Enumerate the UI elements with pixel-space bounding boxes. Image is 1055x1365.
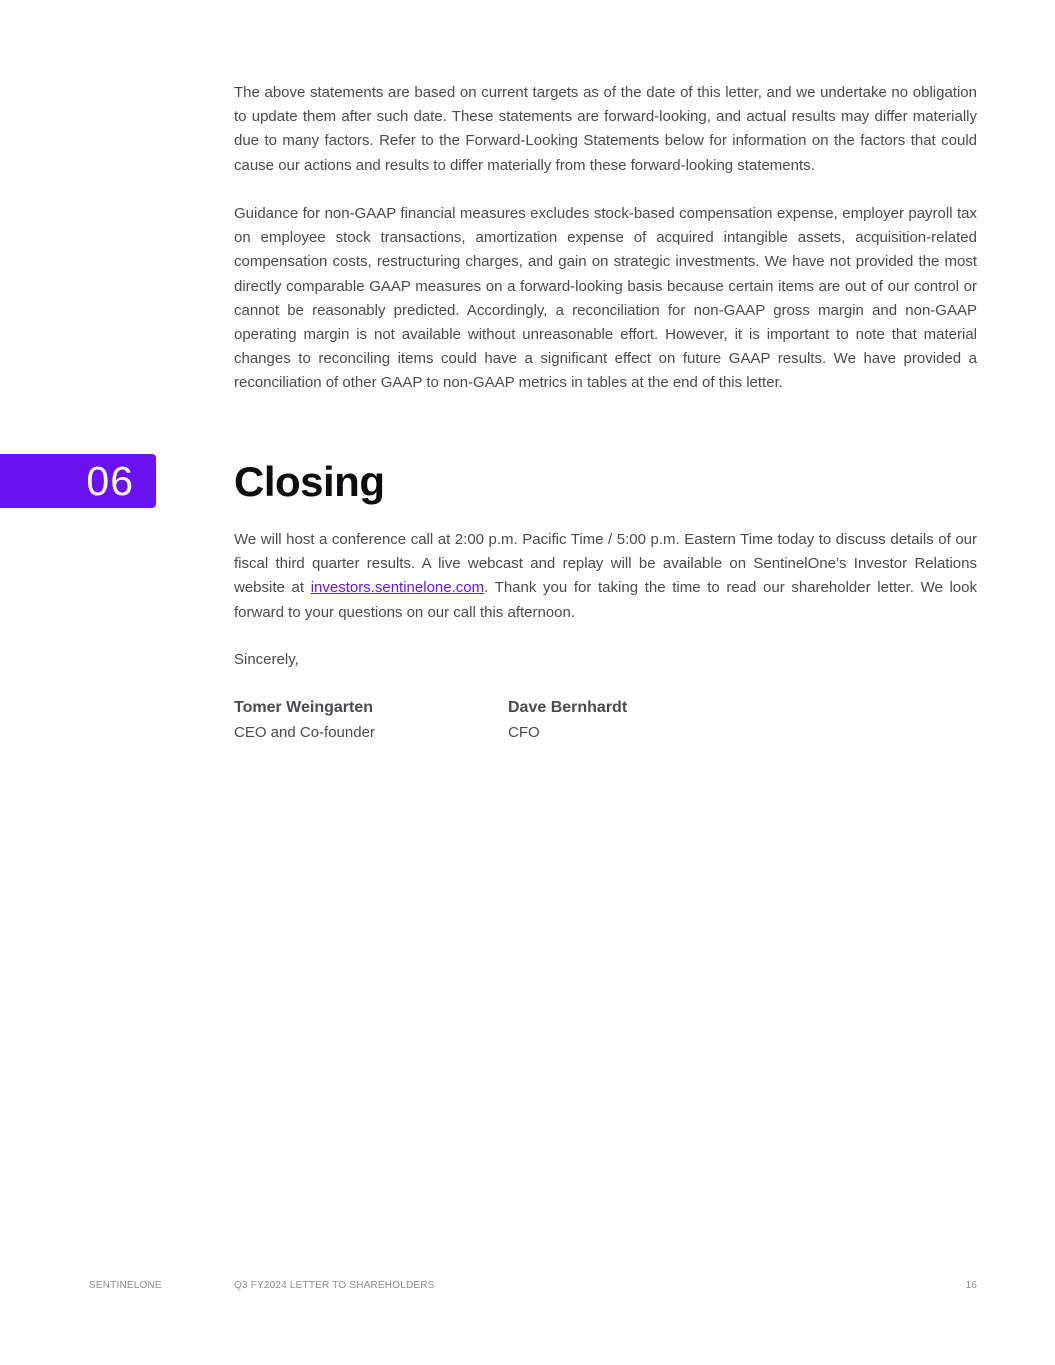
footer-page-number: 16 (965, 1280, 977, 1291)
forward-looking-paragraph: The above statements are based on current targets as of the date of this letter, and we undertake no obligation to update them after such date. These statements are forward-looking, and actual results may differ materially due to many factors. Refer to the Forward-Looking Statements below for information on the factors that could cause our actions and results to differ materially from these forward-looking statements. (234, 84, 977, 174)
section-number-tab (0, 454, 156, 508)
signer-name: Tomer Weingarten (234, 699, 373, 716)
closing-text-start: We will host a conference call at 2:00 p.m. Pacific Time / 5:00 p.m. Eastern Time today to discuss details of our fiscal third quarter results. A live webcast and replay will be available on SentinelOne’s Investor Relations website at (234, 531, 977, 597)
closing-paragraph (234, 528, 977, 625)
signer-role: CEO and Co-founder (234, 724, 375, 741)
signer-role: CFO (508, 724, 540, 741)
investor-relations-link[interactable]: investors.sentinelone.com (310, 579, 485, 597)
closing-text-end: . Thank you for taking the time to read our shareholder letter. We look forward to your questions on our call this afternoon. (234, 579, 977, 621)
signer-name: Dave Bernhardt (508, 699, 628, 716)
non-gaap-guidance-paragraph: Guidance for non-GAAP financial measures excludes stock-based compensation expense, employer payroll tax on employee stock transactions, amortization expense of acquired intangible assets, acquisition-related compensation costs, restructuring charges, and gain on strategic investments. We have not provided the most directly comparable GAAP measures on a forward-looking basis because certain items are out of our control or cannot be reasonably predicted. Accordingly, a reconciliation for non-GAAP gross margin and non-GAAP operating margin is not available without unreasonable effort. However, it is important to note that material changes to reconciling items could have a significant effect on future GAAP results. We have provided a reconciliation of other GAAP to non-GAAP metrics in tables at the end of this letter. (234, 205, 977, 392)
signer-ceo (234, 696, 375, 745)
sincerely-text: Sincerely, (234, 651, 299, 668)
footer-document-title: Q3 FY2024 LETTER TO SHAREHOLDERS (234, 1280, 435, 1291)
section-number: 06 (86, 458, 134, 504)
section-title: Closing (234, 458, 385, 505)
footer-brand: SENTINELONE (89, 1280, 162, 1291)
signer-cfo (508, 696, 627, 745)
